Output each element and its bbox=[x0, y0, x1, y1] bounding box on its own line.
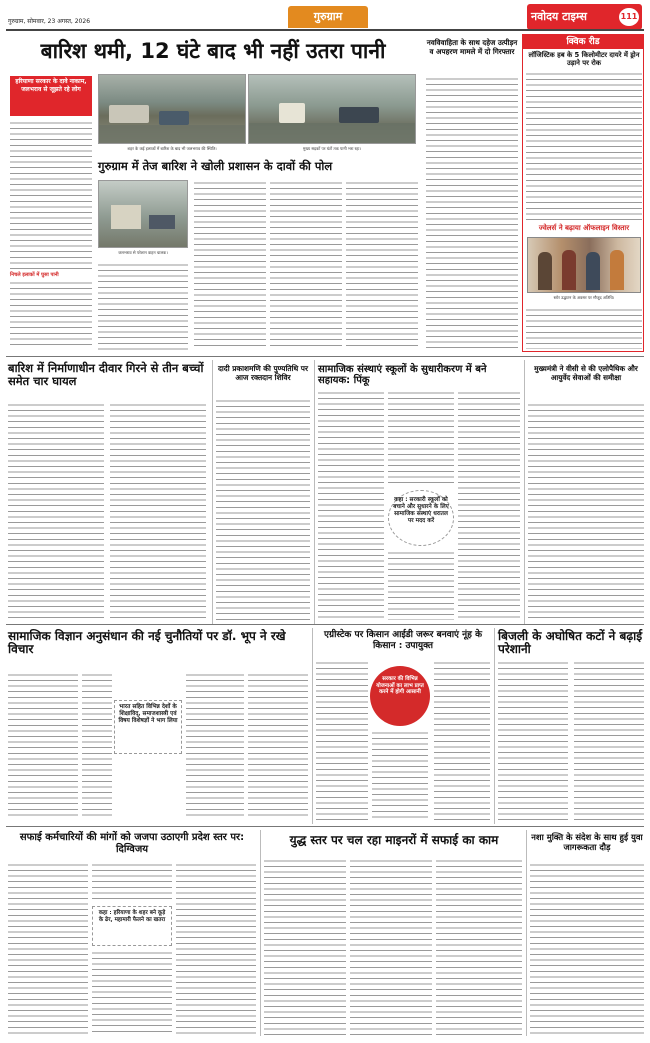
story-school-body-1 bbox=[318, 390, 384, 620]
rule-row3 bbox=[6, 826, 644, 827]
quick-read-box bbox=[522, 34, 644, 352]
story-social-body-1 bbox=[8, 672, 78, 820]
masthead bbox=[0, 0, 650, 30]
left-story2-headline: बारिश में निर्माणाधीन दीवार गिरने से तीन बच्चों समेत चार घायल bbox=[8, 361, 204, 388]
left-story2-body-2 bbox=[110, 402, 206, 620]
lead-photo-caption-1: शहर के कई इलाकों में बारिश के बाद भी जलभराव की स्थिति। bbox=[127, 146, 217, 151]
story-farmer-body-1 bbox=[316, 660, 368, 820]
page-number-badge bbox=[619, 8, 639, 26]
mid-feature-headline: गुरुग्राम में तेज बारिश ने खोली प्रशासन के दावों की पोल bbox=[98, 159, 333, 173]
bottom2-headline: युद्ध स्तर पर चल रहा माइनरों में सफाई का काम bbox=[289, 833, 499, 847]
masthead-rule bbox=[6, 29, 644, 31]
col-rule-1 bbox=[212, 360, 213, 624]
lead-red-subhead: निचले इलाकों में घुसा पानी bbox=[10, 272, 59, 278]
quick-read-label: क्विक रीड bbox=[566, 37, 600, 47]
mid-feature-body-3 bbox=[270, 180, 342, 350]
mid-feature-photo bbox=[98, 180, 188, 248]
quick-read-photo bbox=[527, 237, 641, 293]
bottom1-pull-quote-box bbox=[92, 906, 172, 946]
bottom3-body bbox=[530, 862, 644, 1036]
story-school-headline: सामाजिक संस्थाएं स्कूलों के सुधारीकरण में बने सहायक: पिंकू bbox=[318, 364, 487, 387]
story-social-body-2 bbox=[82, 672, 112, 820]
left-story2-body-1 bbox=[8, 402, 104, 620]
col-rule-2 bbox=[314, 360, 315, 624]
story-social-body-3 bbox=[186, 672, 244, 820]
col-rule-6 bbox=[260, 830, 261, 1036]
col-rule-5 bbox=[494, 628, 495, 824]
rule-row2 bbox=[6, 624, 644, 625]
bottom2-body-1 bbox=[264, 858, 346, 1036]
masthead-date: गुरुग्राम, सोमवार, 23 अगस्त, 2026 bbox=[8, 18, 91, 25]
story-school-body-3 bbox=[458, 390, 520, 620]
lead-body-col1b bbox=[10, 280, 92, 348]
top-right-small-body bbox=[426, 76, 518, 348]
quick-read-body bbox=[526, 71, 642, 221]
story-farmer-pull-quote: सरकार की विभिन्न योजनाओं का लाभ प्राप्त करने में होगी आसानी bbox=[376, 676, 424, 696]
page-number: 111 bbox=[620, 12, 638, 21]
masthead-brand-box bbox=[527, 4, 642, 30]
col-rule-3 bbox=[524, 360, 525, 624]
story-cm-headline: मुख्यमंत्री ने वीसी से की एलोपैथिक और आयुर्वेद सेवाओं की समीक्षा bbox=[534, 364, 638, 382]
masthead-section-tab bbox=[288, 6, 368, 28]
mid-feature-body-1 bbox=[98, 262, 188, 350]
quick-read-header bbox=[523, 35, 643, 49]
story-school-pull-quote-box bbox=[388, 490, 454, 546]
story-power-headline: बिजली के अघोषित कटों ने बढ़ाई परेशानी bbox=[498, 629, 643, 657]
story-social-headline: सामाजिक विज्ञान अनुसंधान की नई चुनौतियों पर डॉ. भूप ने रखे विचार bbox=[8, 629, 286, 657]
lead-photo-caption-2: मुख्य सड़कों पर घंटों तक पानी भरा रहा। bbox=[303, 146, 361, 151]
story-cm-body bbox=[528, 402, 644, 620]
quick-read-sub2: ज्वेलर्स ने बढ़ाया ऑफलाइन विस्तार bbox=[538, 224, 630, 232]
story-school-pull-quote: कहा : सरकारी स्कूलों को बचाने और सुधारने के लिए सामाजिक संस्थाएं धरातल पर मदद करें bbox=[393, 497, 449, 524]
bottom2-body-3 bbox=[436, 858, 522, 1036]
top-right-small-headline: नवविवाहिता के साथ दहेज उत्पीड़न व अपहरण मामले में दो गिरफ्तार bbox=[426, 38, 518, 56]
bottom1-body-3 bbox=[92, 950, 172, 1036]
quick-read-body-2 bbox=[526, 307, 642, 349]
bottom1-body-4 bbox=[176, 862, 256, 1036]
story-farmer-body-2 bbox=[372, 730, 428, 820]
quick-read-headline: लॉजिस्टिक हब के 5 किलोमीटर दायरे में ड्रोन उड़ाने पर रोक bbox=[528, 51, 640, 67]
story-camp-headline: दादी प्रकाशमणि की पुण्यतिथि पर आज रक्तदान शिविर bbox=[217, 364, 309, 382]
story-social-pull-quote: भारत सहित विभिन्न देशों के शिक्षाविद्, समाजशास्त्री एवं विषय विशेषज्ञों ने भाग लिया bbox=[118, 704, 178, 724]
col-rule-4 bbox=[312, 628, 313, 824]
story-school-body-2 bbox=[388, 390, 454, 486]
story-social-body-4 bbox=[248, 672, 308, 820]
lead-kicker-box bbox=[10, 76, 92, 116]
bottom3-headline: नशा मुक्ति के संदेश के साथ हुई युवा जागरूकता दौड़ bbox=[531, 832, 643, 852]
bottom2-body-2 bbox=[350, 858, 432, 1036]
lead-headline: बारिश थमी, 12 घंटे बाद भी नहीं उतरा पानी bbox=[40, 39, 386, 63]
story-camp-body bbox=[216, 398, 310, 620]
story-farmer-body-3 bbox=[434, 660, 490, 820]
story-school-body-2b bbox=[388, 550, 454, 620]
bottom1-body-2 bbox=[92, 862, 172, 902]
bottom1-headline: सफाई कर्मचारियों की मांगों को जजपा उठाएगी प्रदेश स्तर पर: दिग्विजय bbox=[19, 832, 245, 855]
story-power-body-1 bbox=[498, 660, 568, 820]
masthead-section-label: गुरुग्राम bbox=[313, 10, 343, 23]
story-farmer-headline: एग्रीस्टेक पर किसान आईडी जरूर बनवाएं नूंह के किसान : उपायुक्त bbox=[324, 630, 482, 651]
rule-row1 bbox=[6, 356, 644, 357]
masthead-brand: नवोदय टाइम्स bbox=[531, 10, 587, 23]
story-power-body-2 bbox=[574, 660, 644, 820]
story-farmer-pull-quote-box bbox=[370, 666, 430, 726]
lead-photo-right bbox=[248, 74, 416, 144]
bottom1-body-1 bbox=[8, 862, 88, 1036]
mid-feature-body-2 bbox=[194, 180, 266, 350]
mid-feature-body-4 bbox=[346, 180, 418, 350]
bottom1-pull-quote: कहा : हरियाणा के शहर बने कूड़े के ढेर, महामारी फैलने का खतरा bbox=[98, 910, 166, 923]
mid-feature-caption: जलभराव से परेशान वाहन चालक। bbox=[118, 250, 168, 255]
lead-body-col1 bbox=[10, 120, 92, 270]
lead-photo-left bbox=[98, 74, 246, 144]
quick-read-caption: स्टोर उद्घाटन के अवसर पर मौजूद अतिथि। bbox=[553, 295, 615, 300]
lead-kicker: हरियाणा सरकार के दावे नाकाम, जलभराव से जूझते रहे लोग bbox=[15, 78, 87, 93]
col-rule-7 bbox=[526, 830, 527, 1036]
story-social-pull-quote-box bbox=[114, 700, 182, 754]
